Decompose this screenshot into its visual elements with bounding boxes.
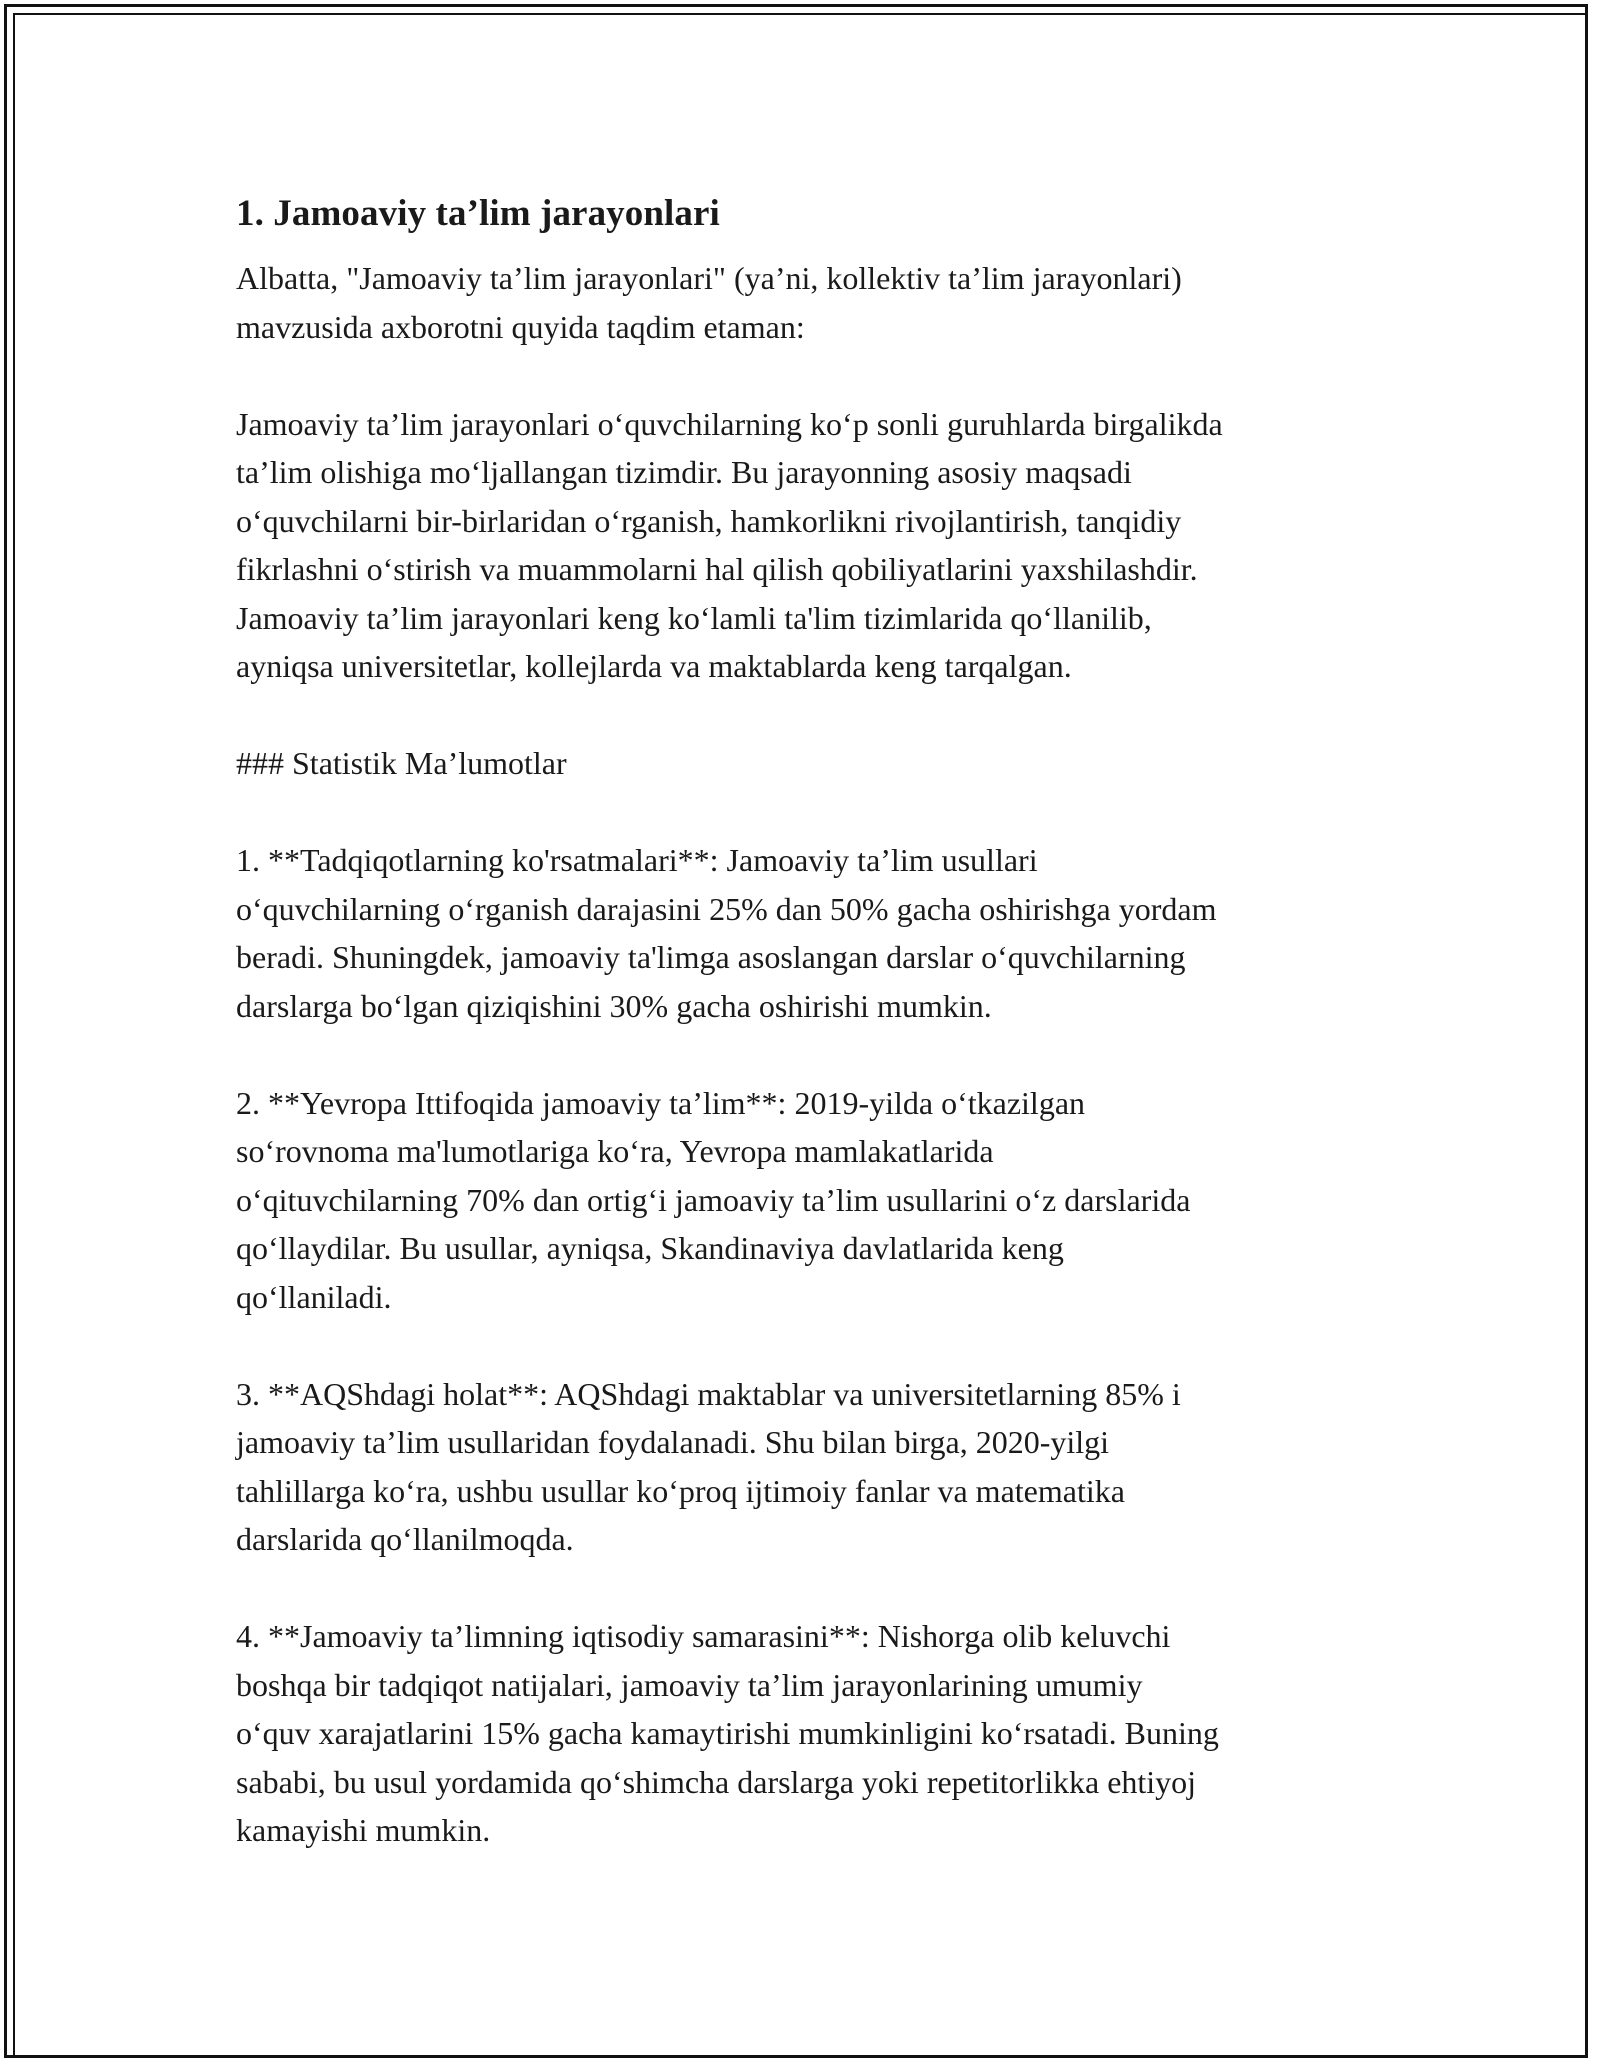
intro-paragraph: Albatta, "Jamoaviy ta’lim jarayonlari" (ya’ni, kollektiv ta’lim jarayonlari) mavzusida axborotni quyida taqdim etaman: bbox=[236, 260, 1182, 345]
stat-item-research: 1. **Tadqiqotlarning ko'rsatmalari**: Jamoaviy ta’lim usullari o‘quvchilarning o‘rganish darajasini 25% dan 50% gacha oshirishga yordam beradi. Shuningdek, jamoaviy ta'limga asoslangan darslar o‘quvchilarning darslarga bo‘lgan qiziqishini 30% gacha oshirishi mumkin. bbox=[236, 842, 1217, 1024]
stat-item-economic: 4. **Jamoaviy ta’limning iqtisodiy samarasini**: Nishorga olib keluvchi boshqa bir tadqiqot natijalari, jamoaviy ta’lim jarayonlarining umumiy o‘quv xarajatlarini 15% gacha kamaytirishi mumkinligini ko‘rsatadi. Buning sababi, bu usul yordamida qo‘shimcha darslarga yoki repetitorlikka ehtiyoj kamayishi mumkin. bbox=[236, 1618, 1219, 1848]
overview-paragraph: Jamoaviy ta’lim jarayonlari o‘quvchilarning ko‘p sonli guruhlarda birgalikda ta’lim olishiga mo‘ljallangan tizimdir. Bu jarayonning asosiy maqsadi o‘quvchilarni bir-birlaridan o‘rganish, hamkorlikni rivojlantirish, tanqidiy fikrlashni o‘stirish va muammolarni hal qilish qobiliyatlarini yaxshilashdir. Jamoaviy ta’lim jarayonlari keng ko‘lamli ta'lim tizimlarida qo‘llanilib, ayniqsa universitetlar, kollejlarda va maktablarda keng tarqalgan. bbox=[236, 405, 1223, 684]
document-body bbox=[236, 188, 1386, 1855]
page-title: 1. Jamoaviy ta’lim jarayonlari bbox=[236, 193, 720, 234]
stat-item-usa: 3. **AQShdagi holat**: AQShdagi maktablar va universitetlarning 85% i jamoaviy ta’lim usullaridan foydalanadi. Shu bilan birga, 2020-yilgi tahlillarga ko‘ra, ushbu usullar ko‘proq ijtimoiy fanlar va matematika darslarida qo‘llanilmoqda. bbox=[236, 1375, 1181, 1557]
statistics-heading: ### Statistik Ma’lumotlar bbox=[236, 745, 567, 781]
stat-item-europe: 2. **Yevropa Ittifoqida jamoaviy ta’lim**: 2019-yilda o‘tkazilgan so‘rovnoma ma'lumotlariga ko‘ra, Yevropa mamlakatlarida o‘qituvchilarning 70% dan ortig‘i jamoaviy ta’lim usullarini o‘z darslarida qo‘llaydilar. Bu usullar, ayniqsa, Skandinaviya davlatlarida keng qo‘llaniladi. bbox=[236, 1084, 1191, 1315]
